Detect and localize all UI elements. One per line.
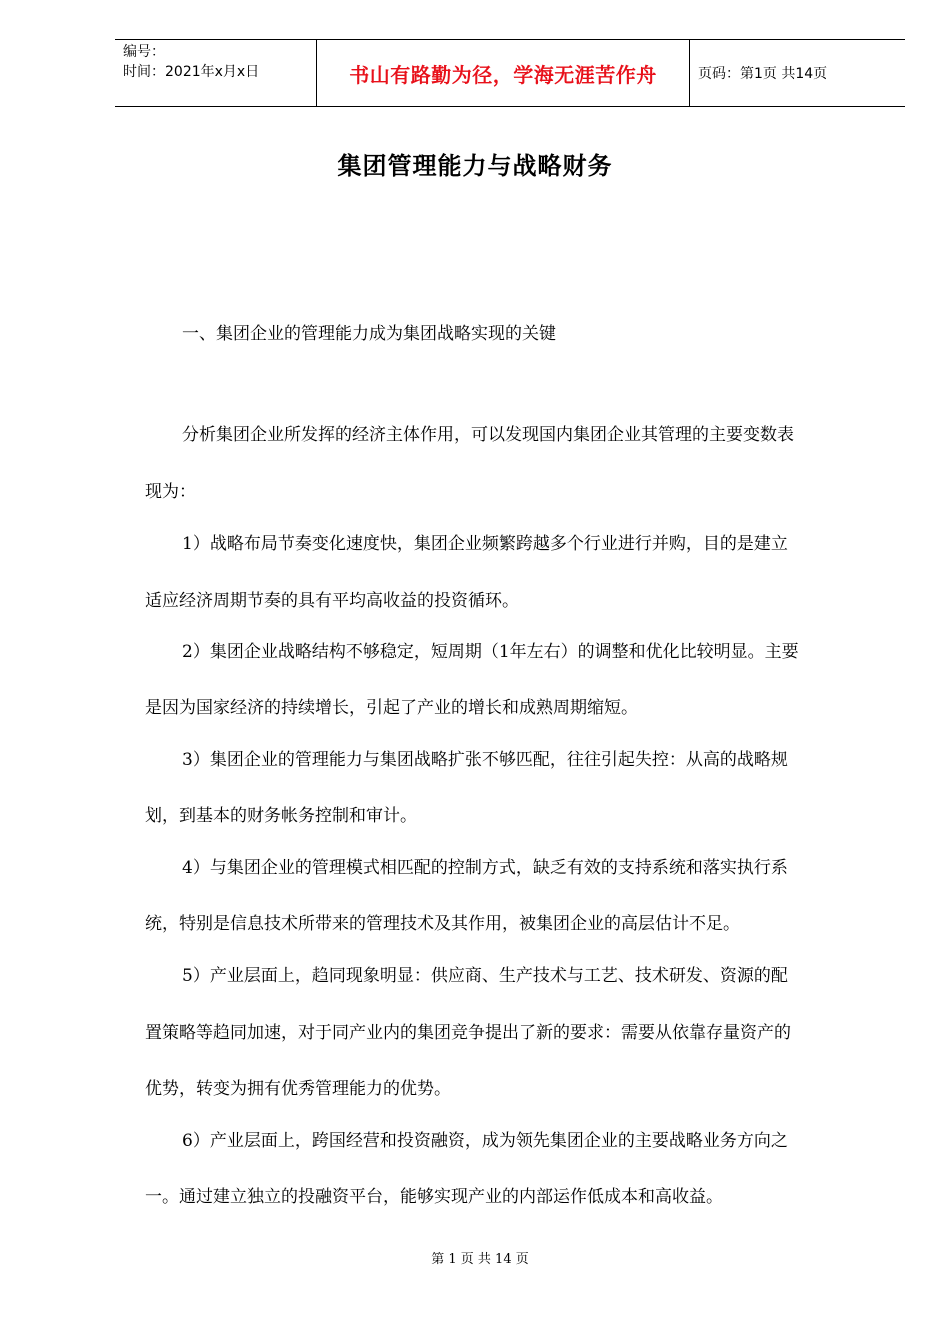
document-time-label: 时间：2021年x月x日	[123, 64, 260, 80]
section-heading: 一、集团企业的管理能力成为集团战略实现的关键	[182, 324, 556, 344]
header-motto: 书山有路勤为径，学海无涯苦作舟	[317, 40, 690, 106]
body-line: 优势，转变为拥有优秀管理能力的优势。	[145, 1079, 451, 1099]
body-line: 现为：	[145, 482, 196, 502]
body-line: 5）产业层面上，趋同现象明显：供应商、生产技术与工艺、技术研发、资源的配	[182, 966, 788, 986]
document-number-label: 编号：	[123, 44, 165, 60]
body-line: 6）产业层面上，跨国经营和投资融资，成为领先集团企业的主要战略业务方向之	[182, 1131, 788, 1151]
header-meta-cell	[115, 40, 317, 106]
body-line: 统，特别是信息技术所带来的管理技术及其作用，被集团企业的高层估计不足。	[145, 914, 740, 934]
header-page-info: 页码：第1页 共14页	[698, 66, 828, 82]
body-line: 3）集团企业的管理能力与集团战略扩张不够匹配，往往引起失控：从高的战略规	[182, 750, 788, 770]
page-header	[115, 39, 905, 107]
body-line: 划，到基本的财务帐务控制和审计。	[145, 806, 417, 826]
document-title: 集团管理能力与战略财务	[337, 152, 613, 180]
page-footer: 第 1 页 共 14 页	[431, 1252, 529, 1267]
body-line: 置策略等趋同加速，对于同产业内的集团竞争提出了新的要求：需要从依靠存量资产的	[145, 1023, 791, 1043]
body-line: 适应经济周期节奏的具有平均高收益的投资循环。	[145, 591, 519, 611]
body-line: 2）集团企业战略结构不够稳定，短周期（1年左右）的调整和优化比较明显。主要	[182, 642, 799, 662]
body-line: 分析集团企业所发挥的经济主体作用，可以发现国内集团企业其管理的主要变数表	[182, 425, 794, 445]
body-line: 1）战略布局节奏变化速度快，集团企业频繁跨越多个行业进行并购，目的是建立	[182, 534, 788, 554]
body-line: 4）与集团企业的管理模式相匹配的控制方式，缺乏有效的支持系统和落实执行系	[182, 858, 788, 878]
body-line: 是因为国家经济的持续增长，引起了产业的增长和成熟周期缩短。	[145, 698, 638, 718]
body-line: 一。通过建立独立的投融资平台，能够实现产业的内部运作低成本和高收益。	[145, 1187, 723, 1207]
